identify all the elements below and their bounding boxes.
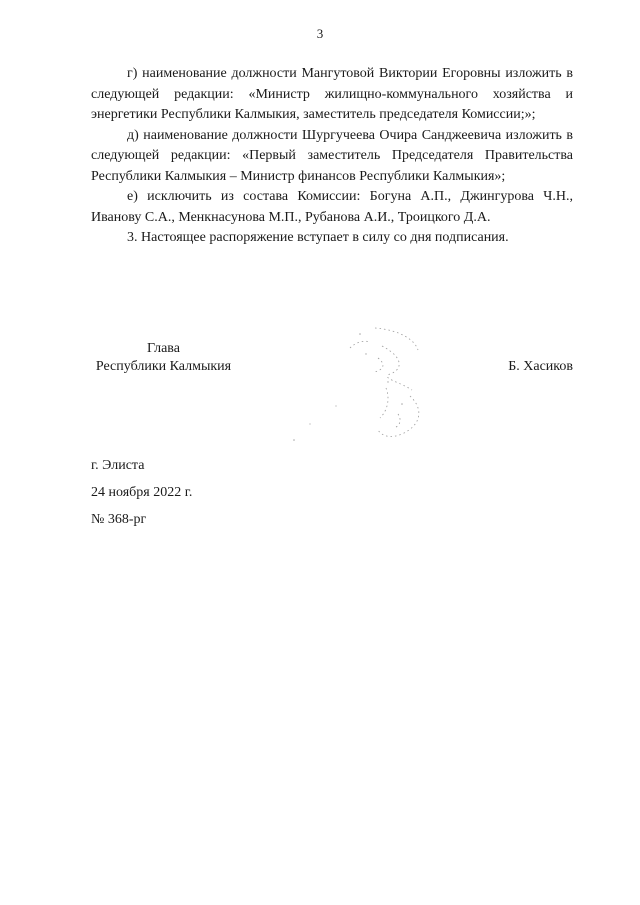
paragraph-e: е) исключить из состава Комиссии: Богуна А.П., Джингурова Ч.Н., Иванову С.А., Менкнасунова М.П., Рубанова А.И., Троицкого Д.А.: [91, 189, 573, 225]
document-body: [91, 64, 573, 249]
city: г. Элиста: [91, 458, 145, 473]
signatory-title: [91, 340, 236, 376]
page-number: 3: [316, 26, 324, 41]
document-number: № 368-рг: [91, 512, 147, 527]
paragraph-3: 3. Настоящее распоряжение вступает в силу со дня подписания.: [127, 230, 509, 245]
signatory-name: Б. Хасиков: [508, 359, 573, 374]
paragraph-d: д) наименование должности Шургучеева Очира Санджеевича изложить в следующей редакции: «Первый заместитель Председателя Правительства Республики Калмыкия – Министр финансов Республики Калмыкия»;: [91, 127, 573, 184]
document-date: 24 ноября 2022 г.: [91, 485, 193, 500]
signature-block: [91, 340, 573, 380]
signatory-title-line2: Республики Калмыкия: [95, 359, 232, 374]
document-meta: [91, 452, 192, 533]
paragraph-g: г) наименование должности Мангутовой Виктории Егоровны изложить в следующей редакции: «Министр жилищно-коммунального хозяйства и энергетики Республики Калмыкия, заместитель председателя Комиссии;»;: [91, 66, 573, 122]
signatory-title-line1: Глава: [147, 341, 180, 356]
signature-stamp-icon: [290, 318, 440, 446]
